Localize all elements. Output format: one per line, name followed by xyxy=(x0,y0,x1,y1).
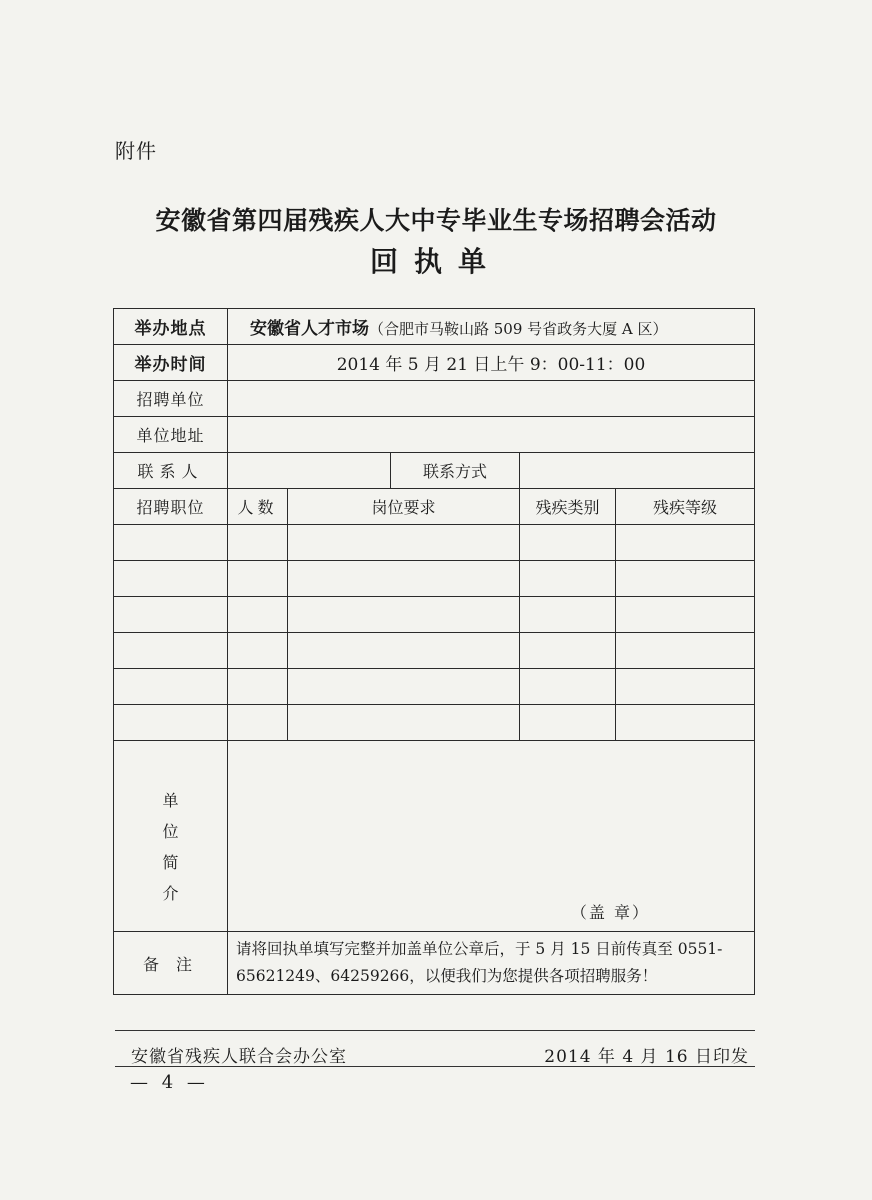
position-cell[interactable] xyxy=(114,633,228,669)
disability-level-cell[interactable] xyxy=(616,597,755,633)
notes-row xyxy=(114,932,755,995)
job-header-row xyxy=(114,489,755,525)
disability-type-cell[interactable] xyxy=(520,633,616,669)
annex-label: 附件 xyxy=(115,139,157,163)
notes-label: 备 注 xyxy=(114,932,228,995)
count-cell[interactable] xyxy=(228,633,288,669)
time-label: 举办时间 xyxy=(114,345,228,381)
contact-person-field[interactable] xyxy=(228,453,391,489)
job-row xyxy=(114,669,755,705)
disability-level-cell[interactable] xyxy=(616,525,755,561)
contact-row xyxy=(114,453,755,489)
disability-level-header: 残疾等级 xyxy=(616,489,755,525)
disability-type-cell[interactable] xyxy=(520,705,616,741)
intro-label-char: 单 xyxy=(162,791,179,810)
time-row xyxy=(114,345,755,381)
address-row xyxy=(114,417,755,453)
footer-top-rule xyxy=(115,1030,755,1031)
page-number: — 4 — xyxy=(130,1072,209,1093)
contact-method-label: 联系方式 xyxy=(391,453,520,489)
requirements-cell[interactable] xyxy=(288,705,520,741)
venue-detail: （合肥市马鞍山路 509 号省政务大厦 A 区） xyxy=(369,320,668,338)
venue-row xyxy=(114,309,755,345)
job-row xyxy=(114,705,755,741)
job-row xyxy=(114,525,755,561)
position-cell[interactable] xyxy=(114,705,228,741)
requirements-cell[interactable] xyxy=(288,597,520,633)
issuing-office: 安徽省残疾人联合会办公室 xyxy=(131,1047,347,1067)
disability-level-cell[interactable] xyxy=(616,705,755,741)
requirements-cell[interactable] xyxy=(288,525,520,561)
position-header: 招聘职位 xyxy=(114,489,228,525)
address-label: 单位地址 xyxy=(114,417,228,453)
issue-date: 2014 年 4 月 16 日印发 xyxy=(544,1047,749,1067)
count-cell[interactable] xyxy=(228,525,288,561)
count-cell[interactable] xyxy=(228,705,288,741)
disability-type-header: 残疾类别 xyxy=(520,489,616,525)
company-intro-field[interactable] xyxy=(228,741,755,932)
position-cell[interactable] xyxy=(114,561,228,597)
seal-text: （盖 章） xyxy=(570,903,650,922)
contact-method-field[interactable] xyxy=(520,453,755,489)
intro-label-char: 简 xyxy=(162,853,179,872)
notes-text: 请将回执单填写完整并加盖单位公章后，于 5 月 15 日前传真至 0551-65621249、64259266，以便我们为您提供各项招聘服务！ xyxy=(228,932,755,995)
job-row xyxy=(114,633,755,669)
employer-field[interactable] xyxy=(228,381,755,417)
position-cell[interactable] xyxy=(114,669,228,705)
employer-row xyxy=(114,381,755,417)
contact-person-label: 联系人 xyxy=(114,453,228,489)
count-cell[interactable] xyxy=(228,561,288,597)
company-intro-row xyxy=(114,741,755,932)
job-row xyxy=(114,597,755,633)
position-cell[interactable] xyxy=(114,525,228,561)
footer-bottom-rule xyxy=(115,1066,755,1067)
venue-value xyxy=(228,309,755,345)
address-field[interactable] xyxy=(228,417,755,453)
time-value: 2014 年 5 月 21 日上午 9：00-11：00 xyxy=(228,345,755,381)
position-cell[interactable] xyxy=(114,597,228,633)
document-subtitle: 回执单 xyxy=(369,245,502,278)
company-intro-label xyxy=(114,741,228,932)
disability-level-cell[interactable] xyxy=(616,633,755,669)
venue-label: 举办地点 xyxy=(114,309,228,345)
requirements-cell[interactable] xyxy=(288,669,520,705)
intro-label-char: 位 xyxy=(162,822,179,841)
disability-type-cell[interactable] xyxy=(520,525,616,561)
document-title: 安徽省第四届残疾人大中专毕业生专场招聘会活动 xyxy=(155,206,717,235)
disability-type-cell[interactable] xyxy=(520,561,616,597)
employer-label: 招聘单位 xyxy=(114,381,228,417)
job-row xyxy=(114,561,755,597)
count-cell[interactable] xyxy=(228,669,288,705)
disability-type-cell[interactable] xyxy=(520,597,616,633)
disability-type-cell[interactable] xyxy=(520,669,616,705)
intro-label-char: 介 xyxy=(162,884,179,903)
disability-level-cell[interactable] xyxy=(616,561,755,597)
count-header: 人数 xyxy=(228,489,288,525)
count-cell[interactable] xyxy=(228,597,288,633)
requirements-cell[interactable] xyxy=(288,561,520,597)
requirements-header: 岗位要求 xyxy=(288,489,520,525)
requirements-cell[interactable] xyxy=(288,633,520,669)
disability-level-cell[interactable] xyxy=(616,669,755,705)
reply-form-table xyxy=(113,308,755,995)
venue-main: 安徽省人才市场 xyxy=(250,319,369,339)
